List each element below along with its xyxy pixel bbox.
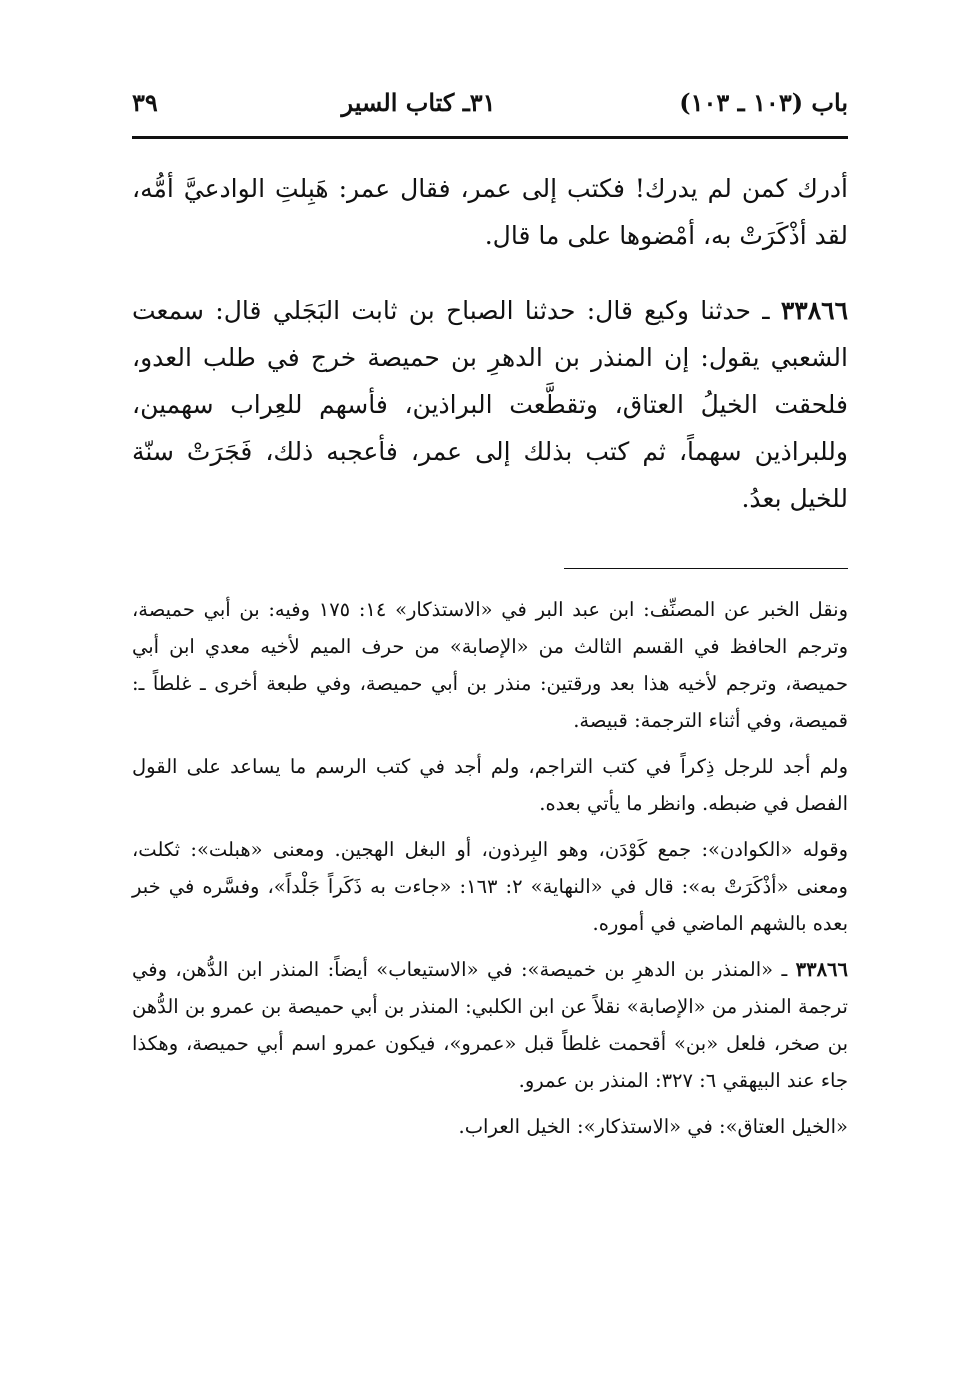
main-paragraph: أدرك كمن لم يدرك! فكتب إلى عمر، فقال عمر: هَبِلتِ الوادعيَّ أمُّه، لقد أذْكَرَتْ به، أمْضوها على ما قال. (132, 174, 848, 250)
footnote-rule (564, 568, 848, 569)
footnote-paragraph: ونقل الخبر عن المصنِّف: ابن عبد البر في «الاستذكار» ١٤: ١٧٥ وفيه: بن أبي حميصة، وترجم الحافظ في القسم الثالث من «الإصابة» من حرف الميم لأخيه معدي ابن أبي حميصة، وترجم لأخيه هذا بعد ورقتين: منذر بن أبي حميصة، وفي طبعة أخرى ـ غلطاً ـ: قميصة، وفي أثناء الترجمة: قبيصة. (132, 598, 848, 732)
chapter-heading: باب (١٠٣ ـ ١٠٣) (679, 88, 848, 117)
page (132, 88, 848, 1154)
footnote-paragraph (132, 951, 848, 1099)
book-title: ٣١ـ كتاب السير (341, 88, 496, 117)
page-number: ٣٩ (132, 88, 158, 117)
main-text (132, 165, 848, 522)
footnote-paragraph: وقوله «الكوادن»: جمع كَوْدَن، وهو البِرذون، أو البغل الهجين. ومعنى «هبلت»: ثكلت، ومعنى «أذْكَرَتْ به»: قال في «النهاية» ٢: ١٦٣: «جاءت به ذَكَراً جَلْداً»، وفسَّره في خبر بعده بالشهم الماضي في أموره. (132, 838, 848, 935)
footnote-text: ـ «المنذر بن الدهرِ بن خميصة»: في «الاستيعاب» أيضاً: المنذر ابن الدُّهن، وفي ترجمة المنذر من «الإصابة» نقلاً عن ابن الكلبي: المنذر بن أبي حميصة بن عمرو بن الدُّهن بن صخر، فلعل «بن» أقحمت غلطاً قبل «عمرو»، فيكون عمرو اسم أبي حميصة، وهكذا جاء عند البيهقي ٦: ٣٢٧: المنذر بن عمرو. (132, 958, 848, 1092)
footnote-paragraph: «الخيل العتاق»: في «الاستذكار»: الخيل العراب. (458, 1115, 848, 1138)
hadith-number: ٣٣٨٦٦ (780, 296, 848, 325)
hadith-text: ـ حدثنا وكيع قال: حدثنا الصباح بن ثابت البَجَلي قال: سمعت الشعبي يقول: إن المنذر بن الدهرِ بن حميصة خرج في طلب العدو، فلحقت الخيلُ العتاق، وتقطَّعت البراذين، فأسهم للعِراب سهمين، وللبراذين سهماً، ثم كتب بذلك إلى عمر، فأعجبه ذلك، فَجَرَتْ سنّة للخيل بعدُ. (132, 296, 848, 513)
header-rule (132, 136, 848, 139)
footnote-paragraph: ولم أجد للرجل ذِكراً في كتب التراجم، ولم أجد في كتب الرسم ما يساعد على القول الفصل في ضبطه. وانظر ما يأتي بعده. (132, 755, 848, 815)
running-header (132, 88, 848, 134)
hadith-paragraph (132, 287, 848, 522)
footnote-number: ٣٣٨٦٦ (795, 958, 848, 981)
footnotes (132, 591, 848, 1145)
